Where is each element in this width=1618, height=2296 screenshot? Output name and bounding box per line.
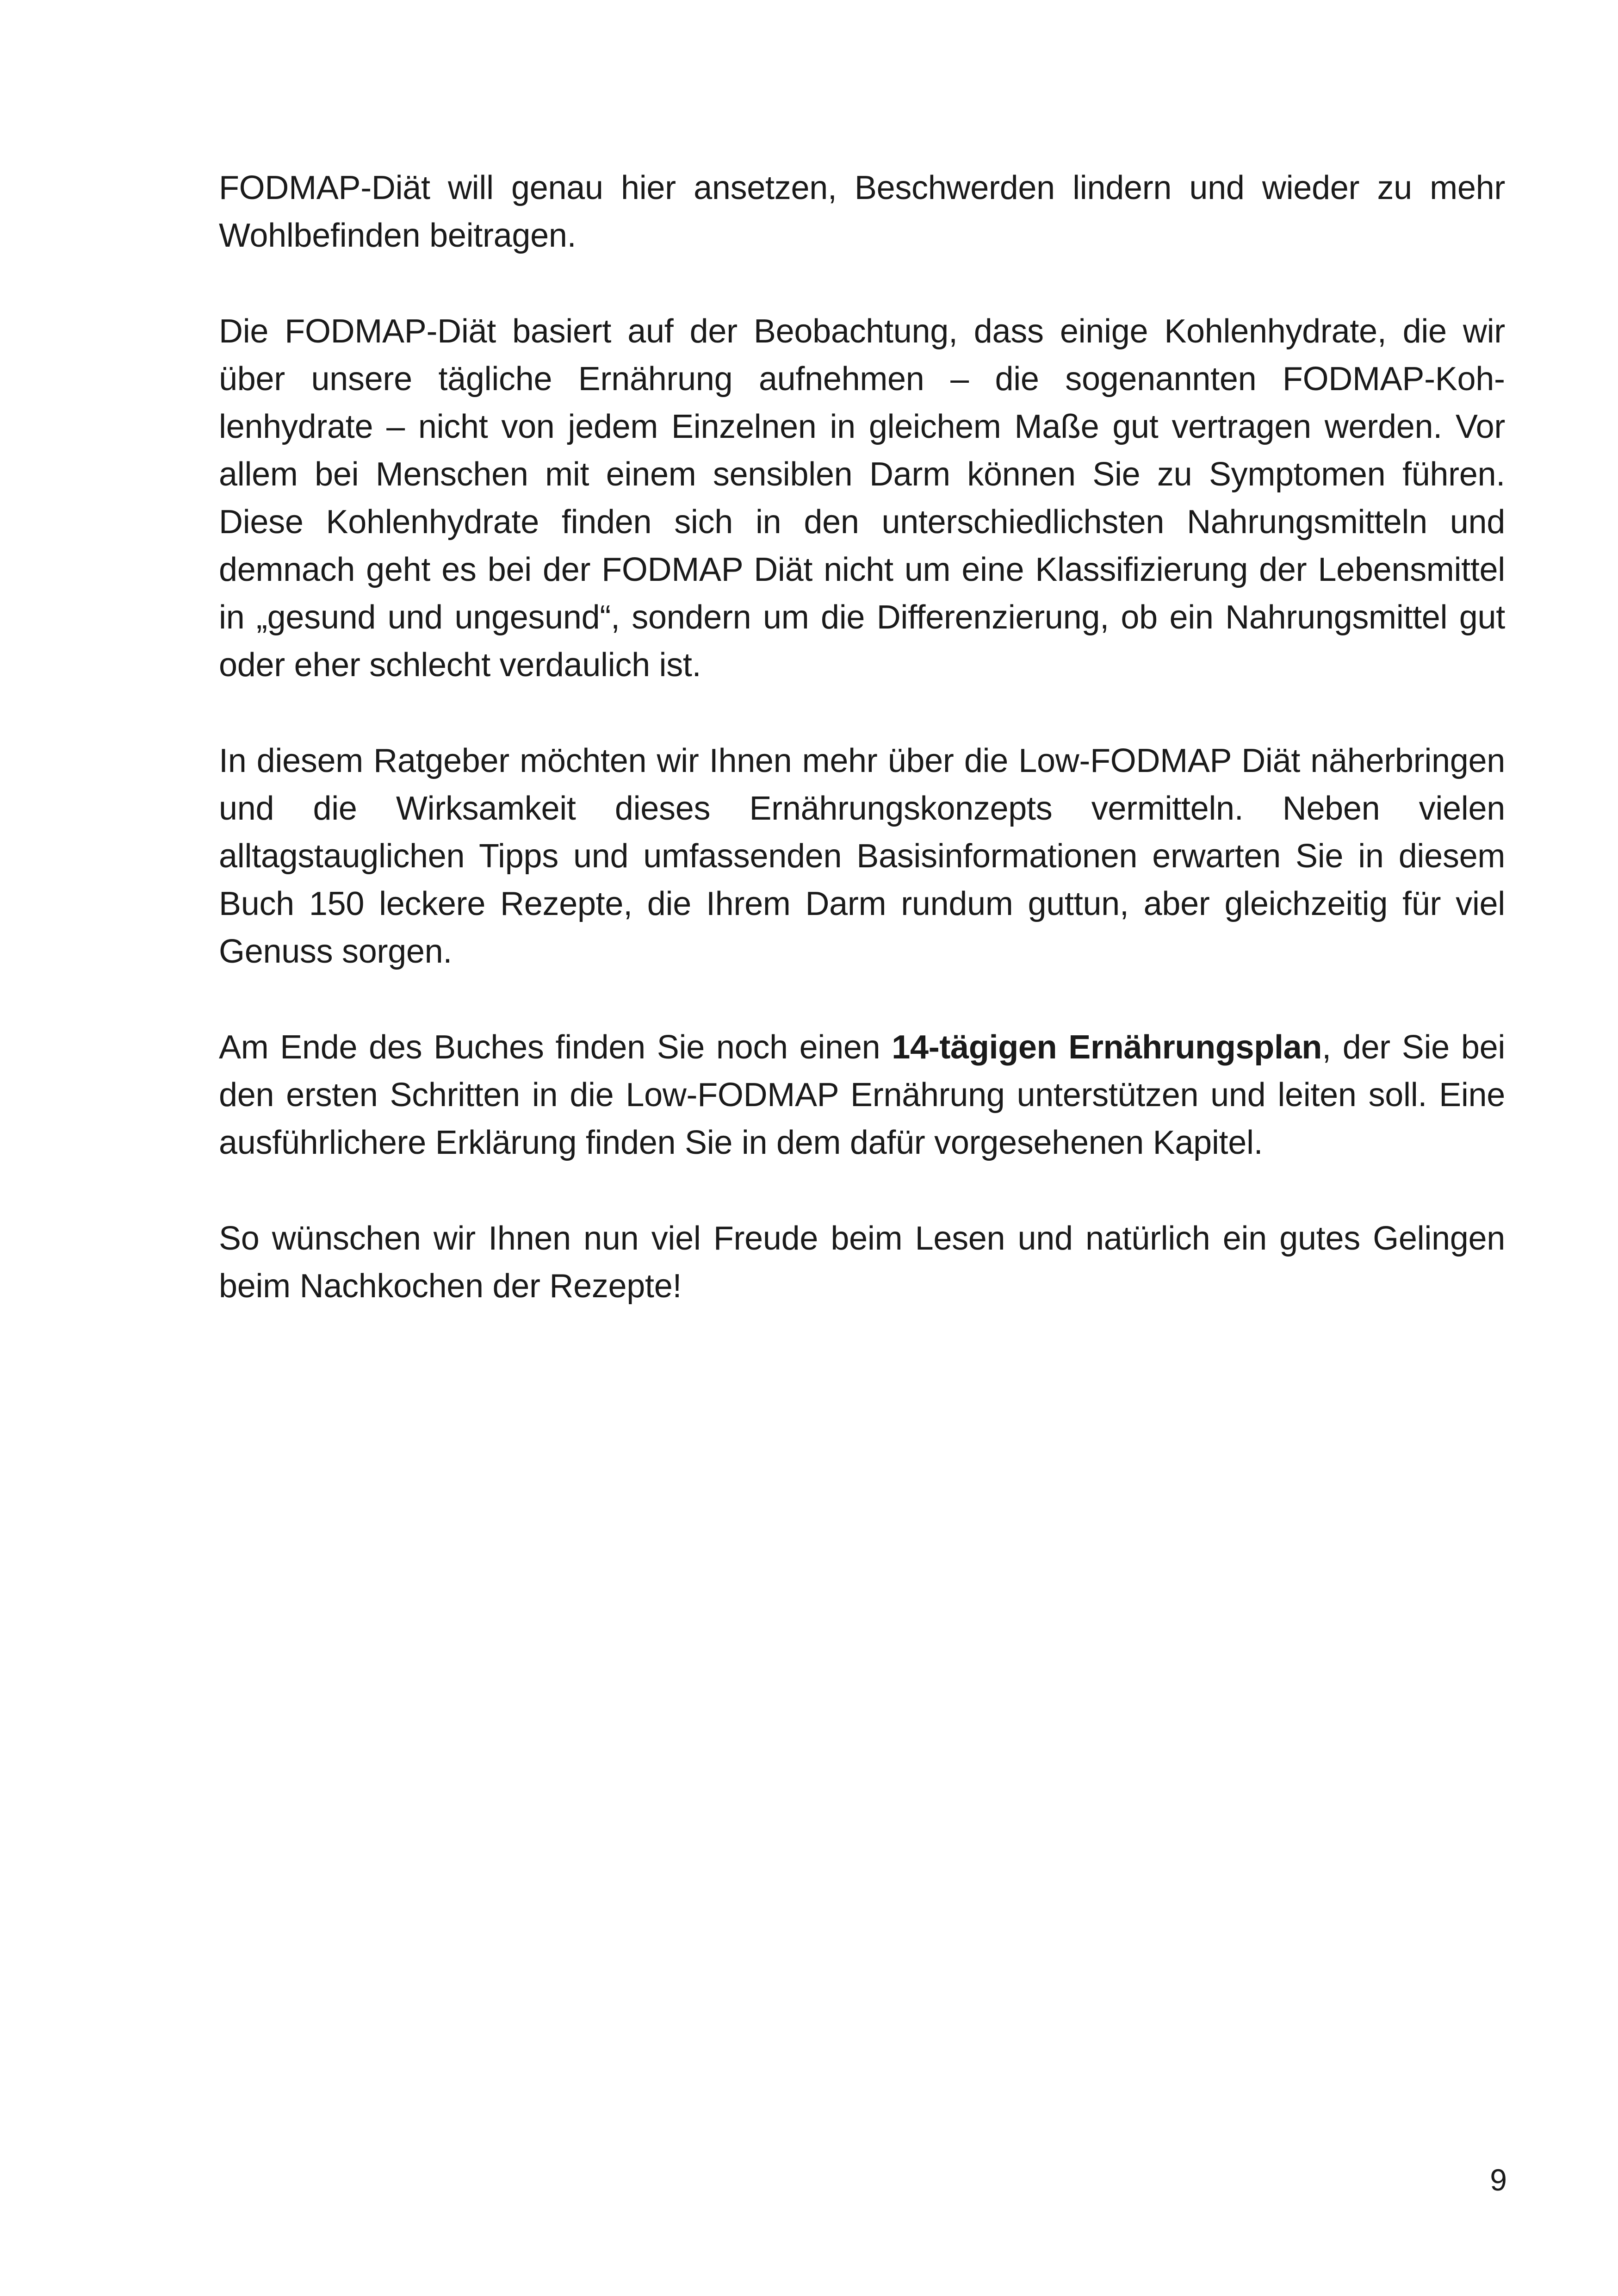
body-text xyxy=(219,164,1505,1358)
paragraph-fodmap-basis: Die FODMAP-Diät basiert auf der Beobachtung, dass einige Kohlenhydrate, die wir über unsere tägliche Ernährung aufnehmen – die sogenannten FODMAP-Kohlenhydrate – nicht von jedem Einzelnen in gleichem Maße gut vertragen werden. Vor allem bei Menschen mit einem sensiblen Darm können Sie zu Symptomen führen. Diese Kohlenhydrate finden sich in den unterschiedlichsten Nahrungsmitteln und demnach geht es bei der FODMAP Diät nicht um eine Klassifizierung der Lebensmittel in „gesund und ungesund“, sondern um die Differenzierung, ob ein Nahrungsmittel gut oder eher schlecht verdaulich ist. xyxy=(219,313,1505,684)
meal-plan-highlight: 14-tägigen Ernährungsplan xyxy=(892,1029,1322,1066)
meal-plan-text-before: Am Ende des Buches finden Sie noch einen xyxy=(219,1029,892,1066)
paragraph-guide: In diesem Ratgeber möchten wir Ihnen mehr über die Low-FODMAP Diät näherbringen und die Wirksamkeit dieses Ernährungskonzepts vermitteln. Neben vielen alltagstauglichen Tipps und umfassenden Basisinformationen erwarten Sie in diesem Buch 150 leckere Rezepte, die Ihrem Darm rundum guttun, aber gleichzeitig für viel Genuss sorgen. xyxy=(219,742,1505,970)
paragraph-closing: So wünschen wir Ihnen nun viel Freude beim Lesen und natürlich ein gutes Gelingen beim Nachkochen der Rezepte! xyxy=(219,1220,1505,1305)
paragraph-meal-plan xyxy=(219,1024,1505,1167)
meal-plan-text-after: , der Sie bei den ersten Schritten in die Low-FODMAP Ernährung unterstützen und leiten soll. Eine ausführlichere Erklärung finden Sie in dem dafür vorgesehenen Kapitel. xyxy=(219,1029,1506,1161)
page-number: 9 xyxy=(1490,2163,1507,2197)
paragraph-intro: FODMAP-Diät will genau hier ansetzen, Beschwerden lindern und wieder zu mehr Wohlbefinden beitragen. xyxy=(219,169,1505,254)
